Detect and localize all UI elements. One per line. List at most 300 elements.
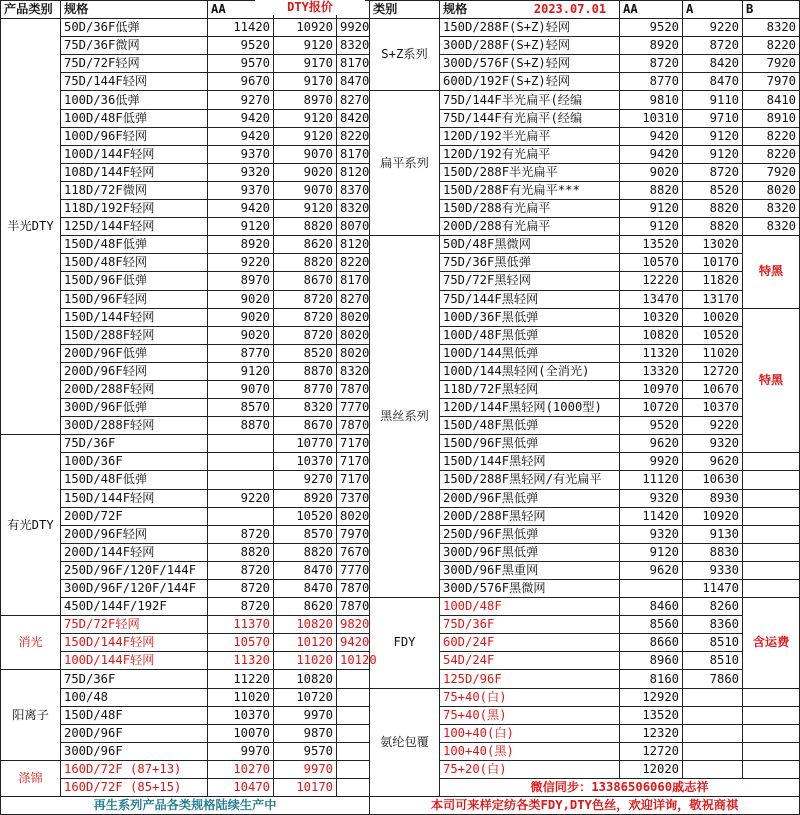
right-price-a bbox=[683, 724, 743, 742]
left-price-a: 9120 bbox=[274, 37, 337, 55]
left-price-aa: 8720 bbox=[208, 598, 274, 616]
left-price-b bbox=[337, 724, 370, 742]
right-spec-cell: 300D/576F黑微网 bbox=[440, 580, 620, 598]
left-spec-cell: 200D/96F bbox=[61, 724, 208, 742]
left-spec-cell: 200D/96F低弹 bbox=[61, 344, 208, 362]
footer-note-custom: 本司可来样定纺各类FDY,DTY色丝，欢迎详询，敬祝商祺 bbox=[370, 797, 800, 815]
left-price-aa: 9220 bbox=[208, 254, 274, 272]
left-spec-cell: 150D/144F轻网 bbox=[61, 308, 208, 326]
left-category-cell: 涤锦 bbox=[1, 760, 61, 796]
left-price-b: 7770 bbox=[337, 399, 370, 417]
right-price-b bbox=[743, 489, 800, 507]
left-spec-cell: 150D/48F低弹 bbox=[61, 471, 208, 489]
right-spec-cell: 125D/96F bbox=[440, 670, 620, 688]
right-price-a: 8720 bbox=[683, 163, 743, 181]
left-spec-cell: 150D/288F轻网 bbox=[61, 326, 208, 344]
left-spec-cell: 75D/36F微网 bbox=[61, 37, 208, 55]
left-price-aa: 8720 bbox=[208, 580, 274, 598]
right-price-a: 10670 bbox=[683, 380, 743, 398]
right-spec-cell: 100D/48F bbox=[440, 598, 620, 616]
left-spec-cell: 300D/96F/120F/144F bbox=[61, 580, 208, 598]
right-price-b: 8410 bbox=[743, 91, 800, 109]
right-category-cell: 黑丝系列 bbox=[370, 236, 440, 598]
left-price-b: 8320 bbox=[337, 362, 370, 380]
left-price-a: 9070 bbox=[274, 145, 337, 163]
right-price-b: 8220 bbox=[743, 145, 800, 163]
right-spec-cell: 54D/24F bbox=[440, 652, 620, 670]
right-spec-cell: 150D/288F有光扁平*** bbox=[440, 181, 620, 199]
left-price-b: 8170 bbox=[337, 272, 370, 290]
right-price-a: 9320 bbox=[683, 435, 743, 453]
left-price-a: 8470 bbox=[274, 561, 337, 579]
left-spec-cell: 118D/192F轻网 bbox=[61, 200, 208, 218]
right-price-a: 8820 bbox=[683, 218, 743, 236]
right-price-a: 10520 bbox=[683, 326, 743, 344]
right-price-aa: 12920 bbox=[620, 688, 683, 706]
header-spec: 规格 bbox=[61, 1, 208, 19]
left-spec-cell: 150D/48F低弹 bbox=[61, 236, 208, 254]
left-price-b: 10120 bbox=[337, 652, 370, 670]
left-price-b bbox=[337, 742, 370, 760]
right-spec-cell: 150D/288有光扁平 bbox=[440, 200, 620, 218]
right-price-a: 11020 bbox=[683, 344, 743, 362]
left-price-a: 8670 bbox=[274, 272, 337, 290]
right-spec-cell: 75D/72F黑轻网 bbox=[440, 272, 620, 290]
left-price-b bbox=[337, 706, 370, 724]
right-price-a bbox=[683, 706, 743, 724]
right-spec-cell: 100D/144黑轻网(全消光) bbox=[440, 362, 620, 380]
left-price-aa: 10470 bbox=[208, 779, 274, 797]
left-price-a: 8820 bbox=[274, 543, 337, 561]
left-price-b: 7870 bbox=[337, 580, 370, 598]
left-price-a: 10920 bbox=[274, 19, 337, 37]
right-price-aa: 12020 bbox=[620, 760, 683, 778]
left-spec-cell: 160D/72F (87+13) bbox=[61, 760, 208, 778]
right-price-a: 9330 bbox=[683, 561, 743, 579]
right-price-a: 8520 bbox=[683, 181, 743, 199]
right-price-a: 13020 bbox=[683, 236, 743, 254]
right-price-aa bbox=[620, 580, 683, 598]
left-price-b: 9820 bbox=[337, 616, 370, 634]
right-price-aa: 9320 bbox=[620, 489, 683, 507]
left-category-cell: 半光DTY bbox=[1, 19, 61, 435]
right-price-a: 8820 bbox=[683, 200, 743, 218]
left-price-aa bbox=[208, 507, 274, 525]
left-price-aa: 8720 bbox=[208, 561, 274, 579]
left-price-b: 8270 bbox=[337, 290, 370, 308]
right-price-aa: 9620 bbox=[620, 435, 683, 453]
right-price-a: 10630 bbox=[683, 471, 743, 489]
left-spec-cell: 150D/48F轻网 bbox=[61, 254, 208, 272]
left-price-a: 8720 bbox=[274, 326, 337, 344]
left-price-b bbox=[337, 688, 370, 706]
right-spec-cell: 300D/576F(S+Z)轻网 bbox=[440, 55, 620, 73]
header-grade-a-right: A bbox=[683, 1, 743, 19]
right-price-aa: 13520 bbox=[620, 236, 683, 254]
left-price-b: 9420 bbox=[337, 634, 370, 652]
right-spec-cell: 75D/144F有光扁平(经编 bbox=[440, 109, 620, 127]
left-price-aa: 9370 bbox=[208, 181, 274, 199]
right-price-b bbox=[743, 760, 800, 778]
left-price-a: 9870 bbox=[274, 724, 337, 742]
left-price-aa: 8570 bbox=[208, 399, 274, 417]
header-row bbox=[1, 1, 800, 19]
right-price-a: 9110 bbox=[683, 91, 743, 109]
left-price-b: 7170 bbox=[337, 453, 370, 471]
left-spec-cell: 100D/96F轻网 bbox=[61, 127, 208, 145]
right-price-a: 9130 bbox=[683, 525, 743, 543]
right-price-aa: 9520 bbox=[620, 19, 683, 37]
left-spec-cell: 75D/36F bbox=[61, 435, 208, 453]
left-price-aa: 9270 bbox=[208, 91, 274, 109]
left-price-a: 10820 bbox=[274, 616, 337, 634]
left-price-aa: 11020 bbox=[208, 688, 274, 706]
right-category-cell: 扁平系列 bbox=[370, 91, 440, 236]
left-price-a: 8470 bbox=[274, 580, 337, 598]
right-price-aa: 8720 bbox=[620, 55, 683, 73]
left-price-a: 9970 bbox=[274, 706, 337, 724]
right-price-a: 8830 bbox=[683, 543, 743, 561]
left-price-b: 8320 bbox=[337, 200, 370, 218]
footer-row bbox=[1, 797, 800, 815]
left-price-b: 8370 bbox=[337, 181, 370, 199]
header-grade-aa-right: AA bbox=[620, 1, 683, 19]
left-price-a: 10820 bbox=[274, 670, 337, 688]
right-spec-cell: 120D/144F黑轻网(1000型) bbox=[440, 399, 620, 417]
left-price-aa: 9120 bbox=[208, 218, 274, 236]
right-price-a: 10170 bbox=[683, 254, 743, 272]
right-price-aa: 11320 bbox=[620, 344, 683, 362]
right-spec-cell: 150D/288F半光扁平 bbox=[440, 163, 620, 181]
right-price-a: 8420 bbox=[683, 55, 743, 73]
left-spec-cell: 100D/144F轻网 bbox=[61, 145, 208, 163]
right-price-aa: 13320 bbox=[620, 362, 683, 380]
right-price-b: 8220 bbox=[743, 37, 800, 55]
right-price-aa: 9810 bbox=[620, 91, 683, 109]
left-price-b: 8020 bbox=[337, 507, 370, 525]
left-price-b: 8170 bbox=[337, 145, 370, 163]
right-spec-cell: 100D/48F黑低弹 bbox=[440, 326, 620, 344]
right-price-aa: 9020 bbox=[620, 163, 683, 181]
right-price-aa: 8460 bbox=[620, 598, 683, 616]
right-price-aa: 9420 bbox=[620, 145, 683, 163]
left-price-a: 8720 bbox=[274, 308, 337, 326]
left-price-b: 8470 bbox=[337, 73, 370, 91]
left-spec-cell: 150D/144F轻网 bbox=[61, 489, 208, 507]
right-price-a: 8510 bbox=[683, 652, 743, 670]
right-price-b bbox=[743, 507, 800, 525]
right-price-a: 8260 bbox=[683, 598, 743, 616]
table-row bbox=[1, 688, 800, 706]
left-price-aa: 10570 bbox=[208, 634, 274, 652]
left-price-aa: 8920 bbox=[208, 236, 274, 254]
right-spec-cell: 75+40(白) bbox=[440, 688, 620, 706]
right-spec-cell: 120D/192半光扁平 bbox=[440, 127, 620, 145]
left-price-a: 9120 bbox=[274, 109, 337, 127]
left-price-aa: 9120 bbox=[208, 362, 274, 380]
right-category-cell: 氨纶包覆 bbox=[370, 688, 440, 797]
left-price-a: 8320 bbox=[274, 399, 337, 417]
left-price-b: 8020 bbox=[337, 326, 370, 344]
right-price-aa: 10970 bbox=[620, 380, 683, 398]
right-spec-cell: 75+40(黑) bbox=[440, 706, 620, 724]
left-price-a: 8620 bbox=[274, 598, 337, 616]
right-spec-cell: 120D/192有光扁平 bbox=[440, 145, 620, 163]
right-price-b bbox=[743, 706, 800, 724]
right-price-b bbox=[743, 525, 800, 543]
right-price-aa: 9520 bbox=[620, 417, 683, 435]
right-category-cell: FDY bbox=[370, 598, 440, 688]
right-price-b bbox=[743, 543, 800, 561]
right-price-b: 8320 bbox=[743, 200, 800, 218]
left-spec-cell: 100D/36低弹 bbox=[61, 91, 208, 109]
right-price-a: 8510 bbox=[683, 634, 743, 652]
right-price-aa: 10820 bbox=[620, 326, 683, 344]
right-price-a: 10020 bbox=[683, 308, 743, 326]
left-price-aa: 8820 bbox=[208, 543, 274, 561]
left-spec-cell: 125D/144F轻网 bbox=[61, 218, 208, 236]
left-spec-cell: 160D/72F (85+15) bbox=[61, 779, 208, 797]
right-price-a: 9120 bbox=[683, 127, 743, 145]
left-spec-cell: 300D/288F轻网 bbox=[61, 417, 208, 435]
left-price-b: 7670 bbox=[337, 543, 370, 561]
right-price-aa: 12720 bbox=[620, 742, 683, 760]
left-spec-cell: 200D/96F轻网 bbox=[61, 525, 208, 543]
right-price-a: 11470 bbox=[683, 580, 743, 598]
left-spec-cell: 200D/72F bbox=[61, 507, 208, 525]
right-price-aa: 8660 bbox=[620, 634, 683, 652]
right-price-a: 8360 bbox=[683, 616, 743, 634]
left-price-aa: 9370 bbox=[208, 145, 274, 163]
right-price-b bbox=[743, 724, 800, 742]
left-price-a: 9120 bbox=[274, 200, 337, 218]
right-spec-cell: 75+20(白) bbox=[440, 760, 620, 778]
right-tag-cell: 特黑 bbox=[743, 308, 800, 453]
left-price-aa: 9220 bbox=[208, 489, 274, 507]
left-price-a: 9020 bbox=[274, 163, 337, 181]
right-price-b bbox=[743, 471, 800, 489]
left-price-b: 8220 bbox=[337, 127, 370, 145]
left-price-b: 8020 bbox=[337, 308, 370, 326]
left-price-b: 7870 bbox=[337, 380, 370, 398]
right-spec-cell: 300D/96F黑重网 bbox=[440, 561, 620, 579]
left-price-a: 8670 bbox=[274, 417, 337, 435]
price-table-body bbox=[1, 1, 800, 815]
left-price-b: 8070 bbox=[337, 218, 370, 236]
left-price-a: 8570 bbox=[274, 525, 337, 543]
left-price-aa: 11420 bbox=[208, 19, 274, 37]
header-category: 类别 bbox=[370, 1, 440, 19]
left-spec-cell: 150D/48F bbox=[61, 706, 208, 724]
left-price-a: 10170 bbox=[274, 779, 337, 797]
left-spec-cell: 100D/36F bbox=[61, 453, 208, 471]
right-price-a: 11820 bbox=[683, 272, 743, 290]
left-price-aa: 8720 bbox=[208, 525, 274, 543]
right-price-b bbox=[743, 688, 800, 706]
right-spec-cell: 100D/144黑低弹 bbox=[440, 344, 620, 362]
left-price-b: 8170 bbox=[337, 55, 370, 73]
right-price-a: 8930 bbox=[683, 489, 743, 507]
left-price-aa: 9970 bbox=[208, 742, 274, 760]
right-price-a: 9710 bbox=[683, 109, 743, 127]
right-price-aa: 8960 bbox=[620, 652, 683, 670]
left-price-b: 7970 bbox=[337, 525, 370, 543]
right-price-b: 8020 bbox=[743, 181, 800, 199]
right-price-b bbox=[743, 561, 800, 579]
right-price-a: 12720 bbox=[683, 362, 743, 380]
left-spec-cell: 300D/96F bbox=[61, 742, 208, 760]
left-spec-cell: 150D/96F轻网 bbox=[61, 290, 208, 308]
header-product-type: 产品类别 bbox=[1, 1, 61, 19]
right-price-aa: 11120 bbox=[620, 471, 683, 489]
left-price-b: 7170 bbox=[337, 435, 370, 453]
right-price-b: 7970 bbox=[743, 73, 800, 91]
left-spec-cell: 108D/144F轻网 bbox=[61, 163, 208, 181]
left-spec-cell: 75D/36F bbox=[61, 670, 208, 688]
right-spec-cell: 100D/36F黑低弹 bbox=[440, 308, 620, 326]
right-price-a bbox=[683, 688, 743, 706]
left-spec-cell: 450D/144F/192F bbox=[61, 598, 208, 616]
right-price-a bbox=[683, 742, 743, 760]
right-price-a: 8720 bbox=[683, 37, 743, 55]
right-price-a: 7860 bbox=[683, 670, 743, 688]
right-spec-cell: 250D/96F黑低弹 bbox=[440, 525, 620, 543]
right-spec-cell: 600D/192F(S+Z)轻网 bbox=[440, 73, 620, 91]
left-price-a: 9570 bbox=[274, 742, 337, 760]
left-price-b bbox=[337, 670, 370, 688]
right-price-aa: 10320 bbox=[620, 308, 683, 326]
right-price-a: 10920 bbox=[683, 507, 743, 525]
left-price-a: 8770 bbox=[274, 380, 337, 398]
right-price-aa: 8770 bbox=[620, 73, 683, 91]
right-price-aa: 9120 bbox=[620, 543, 683, 561]
left-price-b bbox=[337, 779, 370, 797]
right-spec-cell: 50D/48F黑微网 bbox=[440, 236, 620, 254]
left-price-a: 9120 bbox=[274, 127, 337, 145]
right-price-aa: 8560 bbox=[620, 616, 683, 634]
right-spec-cell: 75D/36F bbox=[440, 616, 620, 634]
right-price-a bbox=[683, 760, 743, 778]
left-spec-cell: 75D/144F轻网 bbox=[61, 73, 208, 91]
right-spec-cell: 75D/144F黑轻网 bbox=[440, 290, 620, 308]
right-spec-cell: 200D/96F黑低弹 bbox=[440, 489, 620, 507]
left-price-a: 8620 bbox=[274, 236, 337, 254]
left-price-aa: 9420 bbox=[208, 200, 274, 218]
left-price-a: 9270 bbox=[274, 471, 337, 489]
left-price-aa: 8970 bbox=[208, 272, 274, 290]
left-price-aa: 9070 bbox=[208, 380, 274, 398]
left-price-aa: 8770 bbox=[208, 344, 274, 362]
right-price-b: 7920 bbox=[743, 163, 800, 181]
right-price-aa: 12320 bbox=[620, 724, 683, 742]
right-price-aa: 9620 bbox=[620, 561, 683, 579]
table-row bbox=[1, 19, 800, 37]
right-price-aa: 10570 bbox=[620, 254, 683, 272]
header-spec-right: 规格 bbox=[440, 1, 620, 19]
left-price-aa: 11220 bbox=[208, 670, 274, 688]
left-price-a: 10520 bbox=[274, 507, 337, 525]
left-price-a: 10770 bbox=[274, 435, 337, 453]
header-grade-b-right: B bbox=[743, 1, 800, 19]
left-price-aa: 8870 bbox=[208, 417, 274, 435]
right-spec-cell: 300D/96F黑低弹 bbox=[440, 543, 620, 561]
right-spec-cell: 150D/96F黑低弹 bbox=[440, 435, 620, 453]
right-price-a: 8470 bbox=[683, 73, 743, 91]
left-price-a: 9170 bbox=[274, 55, 337, 73]
left-price-b: 8120 bbox=[337, 236, 370, 254]
header-grade-aa: AA bbox=[208, 1, 274, 19]
right-spec-cell: 75D/36F黑低弹 bbox=[440, 254, 620, 272]
left-spec-cell: 100/48 bbox=[61, 688, 208, 706]
left-price-a: 11020 bbox=[274, 652, 337, 670]
left-price-aa: 11370 bbox=[208, 616, 274, 634]
left-spec-cell: 100D/48F低弹 bbox=[61, 109, 208, 127]
left-price-a: 8970 bbox=[274, 91, 337, 109]
table-row bbox=[1, 598, 800, 616]
right-price-aa: 8920 bbox=[620, 37, 683, 55]
right-tag-cell: 特黑 bbox=[743, 236, 800, 308]
left-price-b bbox=[337, 760, 370, 778]
left-price-a: 8820 bbox=[274, 218, 337, 236]
left-spec-cell: 250D/96F/120F/144F bbox=[61, 561, 208, 579]
right-price-aa: 9920 bbox=[620, 453, 683, 471]
sheet-title: DTY报价 bbox=[255, 0, 365, 15]
right-price-aa: 12220 bbox=[620, 272, 683, 290]
left-price-aa: 10370 bbox=[208, 706, 274, 724]
right-price-b bbox=[743, 742, 800, 760]
left-price-aa bbox=[208, 435, 274, 453]
right-price-a: 9620 bbox=[683, 453, 743, 471]
left-price-a: 9070 bbox=[274, 181, 337, 199]
right-category-cell: S+Z系列 bbox=[370, 19, 440, 91]
left-spec-cell: 150D/96F低弹 bbox=[61, 272, 208, 290]
right-spec-cell: 118D/72F黑轻网 bbox=[440, 380, 620, 398]
table-row bbox=[1, 91, 800, 109]
left-price-a: 10370 bbox=[274, 453, 337, 471]
left-price-b: 8320 bbox=[337, 37, 370, 55]
left-price-aa: 9020 bbox=[208, 308, 274, 326]
left-price-aa: 9670 bbox=[208, 73, 274, 91]
right-spec-cell: 200D/288F黑轻网 bbox=[440, 507, 620, 525]
right-spec-cell: 150D/144F黑轻网 bbox=[440, 453, 620, 471]
right-price-b: 8320 bbox=[743, 218, 800, 236]
left-spec-cell: 118D/72F微网 bbox=[61, 181, 208, 199]
left-price-b: 7870 bbox=[337, 417, 370, 435]
left-price-a: 8520 bbox=[274, 344, 337, 362]
right-tag-cell: 含运费 bbox=[743, 598, 800, 688]
wechat-contact: 微信同步：13386506060戚志祥 bbox=[440, 779, 800, 797]
right-price-aa: 9120 bbox=[620, 200, 683, 218]
left-price-b: 8120 bbox=[337, 163, 370, 181]
left-price-aa: 9520 bbox=[208, 37, 274, 55]
right-price-b: 7920 bbox=[743, 55, 800, 73]
left-spec-cell: 75D/72F轻网 bbox=[61, 616, 208, 634]
left-price-aa: 9570 bbox=[208, 55, 274, 73]
right-price-a: 9120 bbox=[683, 145, 743, 163]
left-price-a: 10120 bbox=[274, 634, 337, 652]
left-spec-cell: 200D/288F轻网 bbox=[61, 380, 208, 398]
left-price-b: 7370 bbox=[337, 489, 370, 507]
right-price-b bbox=[743, 453, 800, 471]
left-spec-cell: 200D/96F轻网 bbox=[61, 362, 208, 380]
left-spec-cell: 300D/96F低弹 bbox=[61, 399, 208, 417]
left-price-a: 8920 bbox=[274, 489, 337, 507]
left-price-b: 7770 bbox=[337, 561, 370, 579]
left-spec-cell: 150D/144F轻网 bbox=[61, 634, 208, 652]
left-category-cell: 有光DTY bbox=[1, 435, 61, 616]
right-price-b: 8220 bbox=[743, 127, 800, 145]
left-price-b: 9920 bbox=[337, 19, 370, 37]
